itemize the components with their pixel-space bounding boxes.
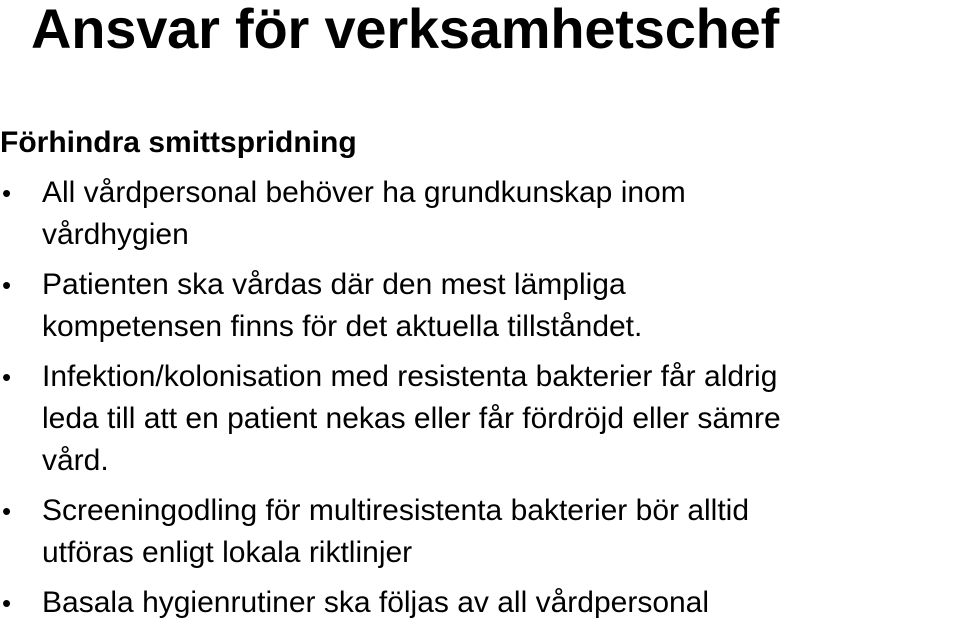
bullet-text xyxy=(42,172,960,256)
bullet-line: Infektion/kolonisation med resistenta bakterier får aldrig xyxy=(42,360,778,393)
bullet-line: utföras enligt lokala riktlinjer xyxy=(42,536,413,569)
slide-title: Ansvar för verksamhetschef xyxy=(31,0,780,60)
bullet-line: leda till att en patient nekas eller får fördröjd eller sämre xyxy=(42,402,781,435)
bullet-dot-icon: • xyxy=(2,496,12,526)
bullet-text xyxy=(42,356,960,482)
bullet-dot-icon: • xyxy=(2,270,12,300)
bullet-line: vård. xyxy=(42,444,109,477)
bullet-text xyxy=(42,490,960,574)
bullet-text xyxy=(42,582,960,624)
bullet-item xyxy=(0,582,960,624)
bullet-dot-icon: • xyxy=(2,178,12,208)
bullet-item xyxy=(0,356,960,482)
bullet-line: vårdhygien xyxy=(42,218,189,251)
slide-subtitle: Förhindra smittspridning xyxy=(0,126,357,159)
bullet-text xyxy=(42,264,960,348)
bullet-line: Patienten ska vårdas där den mest lämpliga xyxy=(42,268,626,301)
bullet-item xyxy=(0,172,960,256)
bullet-dot-icon: • xyxy=(2,588,12,618)
bullet-item xyxy=(0,264,960,348)
bullet-line: Basala hygienrutiner ska följas av all vårdpersonal xyxy=(42,586,710,619)
bullet-item xyxy=(0,490,960,574)
bullet-line: Screeningodling för multiresistenta bakterier bör alltid xyxy=(42,494,750,527)
bullet-list xyxy=(0,172,960,632)
bullet-line: All vårdpersonal behöver ha grundkunskap inom xyxy=(42,176,686,209)
bullet-dot-icon: • xyxy=(2,362,12,392)
bullet-line: kompetensen finns för det aktuella tillståndet. xyxy=(42,310,643,343)
